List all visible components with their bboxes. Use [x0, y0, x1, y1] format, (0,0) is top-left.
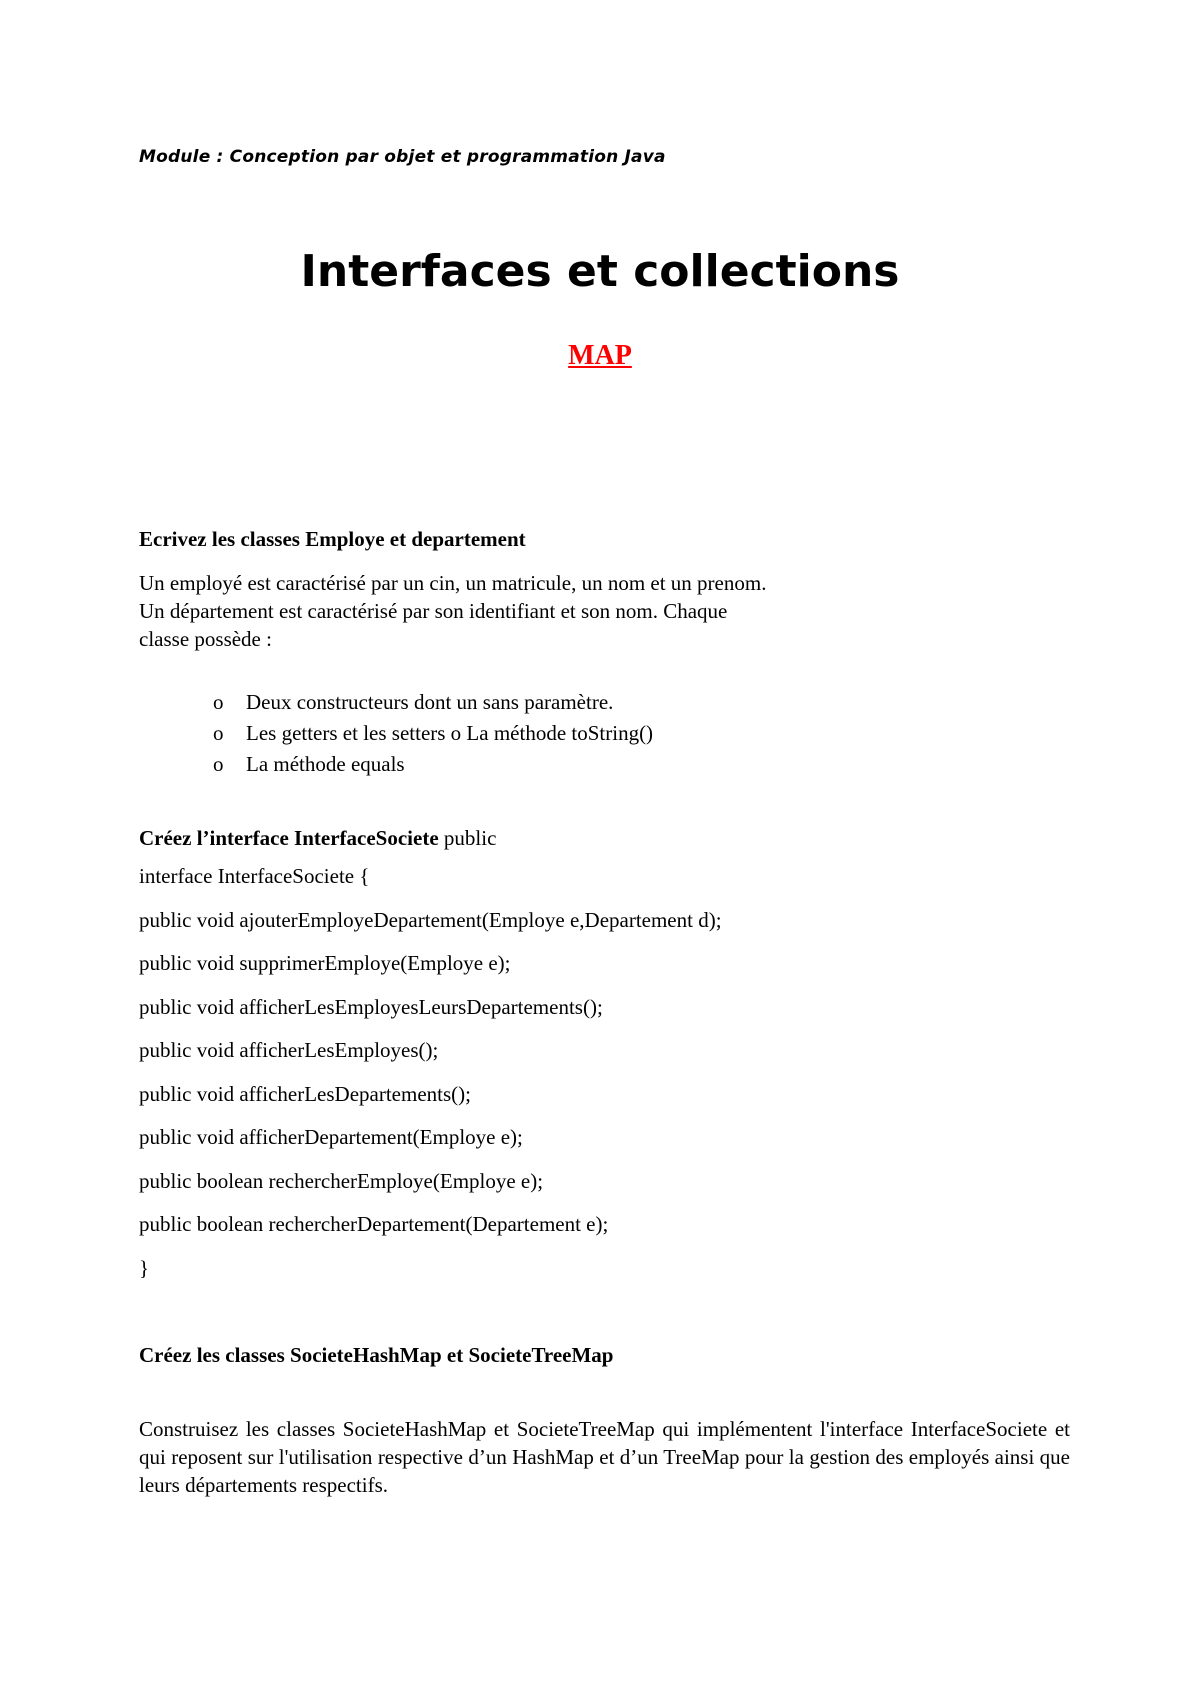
code-line: public void afficherLesEmployesLeursDepartements();	[139, 994, 603, 1019]
code-line: public void ajouterEmployeDepartement(Employe e,Departement d);	[139, 907, 722, 932]
code-line: }	[139, 1255, 150, 1280]
list-item-text: Deux constructeurs dont un sans paramètre.	[246, 690, 614, 714]
code-line: public boolean rechercherEmploye(Employe e);	[139, 1168, 544, 1193]
list-item	[139, 749, 653, 780]
text-line: Un département est caractérisé par son identifiant et son nom. Chaque	[139, 599, 728, 623]
page-title: Interfaces et collections	[300, 246, 900, 297]
section1-text	[139, 569, 766, 653]
list-item	[139, 687, 653, 718]
text-line: classe possède :	[139, 627, 272, 651]
text-line: Un employé est caractérisé par un cin, un matricule, un nom et un prenom.	[139, 571, 767, 595]
code-line: public void afficherLesDepartements();	[139, 1081, 471, 1106]
code-line: public boolean rechercherDepartement(Departement e);	[139, 1212, 609, 1236]
section-heading-interface	[139, 826, 496, 851]
page-subtitle: MAP	[568, 340, 632, 371]
code-line: interface InterfaceSociete {	[139, 864, 370, 888]
code-line: public void afficherLesEmployes();	[139, 1038, 439, 1062]
section-heading-classes: Ecrivez les classes Employe et departement	[139, 527, 526, 551]
bullet-icon: o	[213, 690, 224, 714]
section3-paragraph: Construisez les classes SocieteHashMap et SocieteTreeMap qui implémentent l'interface InterfaceSociete et qui reposent sur l'utilisation respective d’un HashMap et d’un TreeMap pour la gestion des employés ainsi que leurs départements respectifs.	[139, 1417, 1070, 1497]
section-heading-text: Créez l’interface InterfaceSociete	[139, 826, 439, 850]
interface-code-block	[139, 862, 722, 1297]
bullet-icon: o	[213, 721, 224, 745]
section-heading-tail: public	[438, 826, 497, 850]
code-line: public void supprimerEmploye(Employe e);	[139, 951, 511, 975]
list-item-text: Les getters et les setters o La méthode toString()	[246, 721, 654, 745]
list-item	[139, 718, 653, 749]
bullet-icon: o	[213, 752, 224, 776]
code-line: public void afficherDepartement(Employe e);	[139, 1125, 523, 1149]
section-heading-societe: Créez les classes SocieteHashMap et SocieteTreeMap	[139, 1343, 614, 1367]
module-header: Module : Conception par objet et programmation Java	[139, 147, 666, 167]
list-item-text: La méthode equals	[246, 752, 405, 776]
bullet-list	[139, 687, 653, 780]
